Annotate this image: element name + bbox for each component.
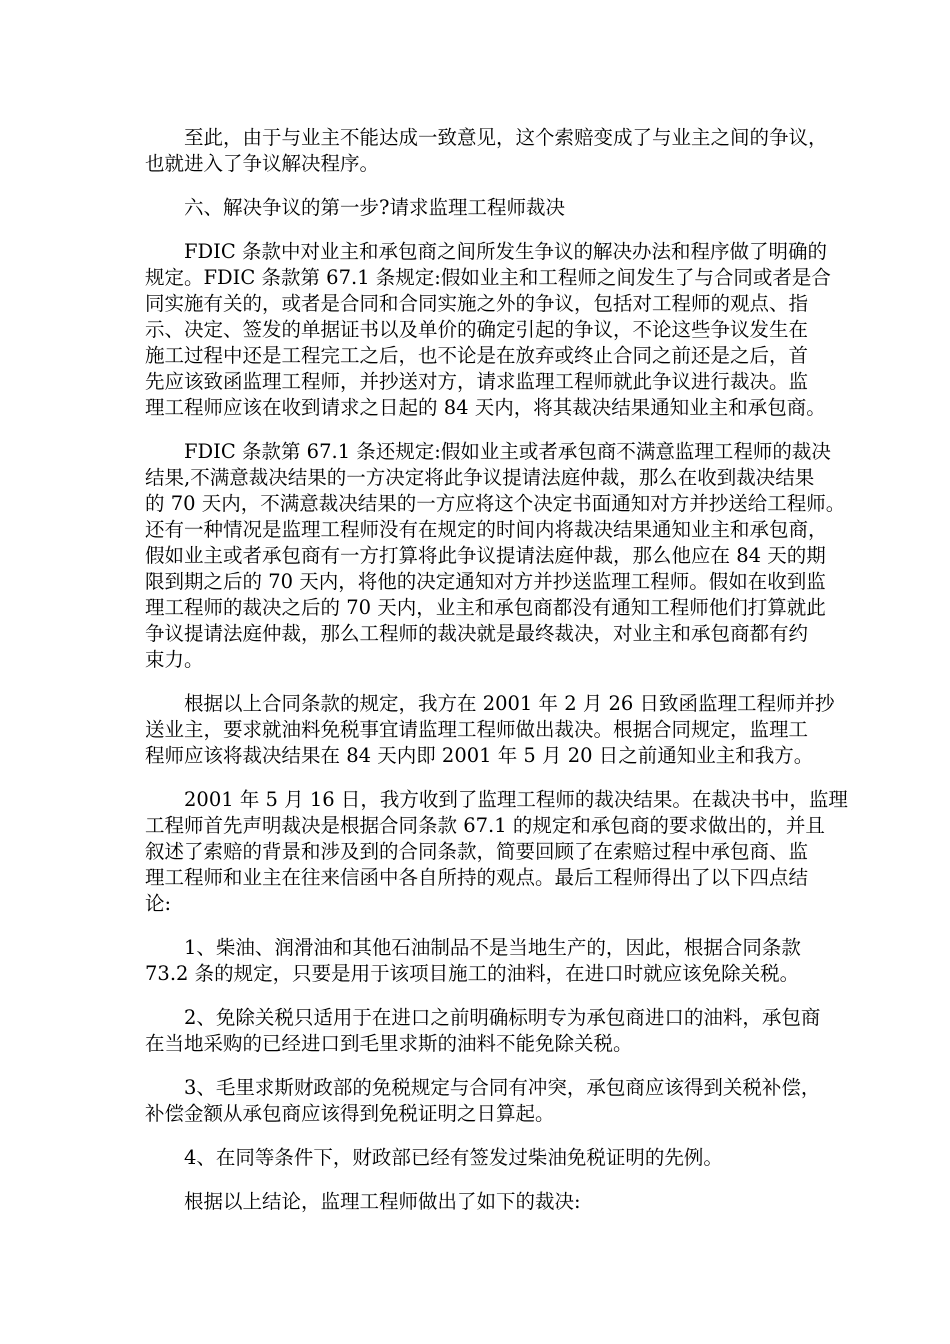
- text-line: 73.2 条的规定，只要是用于该项目施工的油料，在进口时就应该免除关税。: [145, 962, 800, 985]
- text-line: 根据以上结论，监理工程师做出了如下的裁决:: [184, 1190, 581, 1213]
- paragraph: [145, 125, 828, 177]
- paragraph: [145, 787, 848, 917]
- paragraph: [145, 195, 813, 221]
- text-line: 根据以上合同条款的规定，我方在 2001 年 2 月 26 日致函监理工程师并抄: [184, 692, 835, 715]
- text-line: 送业主，要求就油料免税事宜请监理工程师做出裁决。根据合同规定，监理工: [145, 718, 809, 741]
- paragraph: [145, 439, 846, 673]
- text-line: 限到期之后的 70 天内，将他的决定通知对方并抄送监理工程师。假如在收到监: [145, 570, 826, 593]
- text-line: 的 70 天内，不满意裁决结果的一方应将这个决定书面通知对方并抄送给工程师。: [145, 492, 846, 515]
- text-line: 至此，由于与业主不能达成一致意见，这个索赔变成了与业主之间的争议，: [184, 126, 828, 149]
- text-line: 理工程师和业主在往来信函中各自所持的观点。最后工程师得出了以下四点结: [145, 866, 809, 889]
- text-line: 示、决定、签发的单据证书以及单价的确定引起的争议，不论这些争议发生在: [145, 318, 809, 341]
- paragraph: [145, 239, 831, 421]
- text-line: 束力。: [145, 648, 204, 671]
- text-line: FDIC 条款第 67.1 条还规定:假如业主或者承包商不满意监理工程师的裁决: [184, 440, 831, 463]
- text-line: 论:: [145, 892, 172, 915]
- text-line: 结果,不满意裁决结果的一方决定将此争议提请法庭仲裁，那么在收到裁决结果: [145, 466, 815, 489]
- text-line: 4、在同等条件下，财政部已经有签发过柴油免税证明的先例。: [184, 1146, 723, 1169]
- paragraph: [145, 1075, 821, 1127]
- text-line: 也就进入了争议解决程序。: [145, 152, 380, 175]
- paragraph: [145, 935, 813, 987]
- text-line: 2001 年 5 月 16 日，我方收到了监理工程师的裁决结果。在裁决书中，监理: [184, 788, 848, 811]
- paragraph: [145, 1145, 813, 1171]
- text-line: 施工过程中还是工程完工之后，也不论是在放弃或终止合同之前还是之后，首: [145, 344, 809, 367]
- text-line: 假如业主或者承包商有一方打算将此争议提请法庭仲裁，那么他应在 84 天的期: [145, 544, 826, 567]
- text-line: 1、柴油、润滑油和其他石油制品不是当地生产的，因此，根据合同条款: [184, 936, 801, 959]
- text-line: 争议提请法庭仲裁，那么工程师的裁决就是最终裁决，对业主和承包商都有约: [145, 622, 809, 645]
- text-line: 叙述了索赔的背景和涉及到的合同条款，简要回顾了在索赔过程中承包商、监: [145, 840, 809, 863]
- text-line: 理工程师的裁决之后的 70 天内，业主和承包商都没有通知工程师他们打算就此: [145, 596, 826, 619]
- text-line: 3、毛里求斯财政部的免税规定与合同有冲突，承包商应该得到关税补偿，: [184, 1076, 821, 1099]
- text-line: 先应该致函监理工程师，并抄送对方，请求监理工程师就此争议进行裁决。监: [145, 370, 809, 393]
- text-line: 理工程师应该在收到请求之日起的 84 天内，将其裁决结果通知业主和承包商。: [145, 396, 826, 419]
- text-line: 2、免除关税只适用于在进口之前明确标明专为承包商进口的油料，承包商: [184, 1006, 821, 1029]
- paragraph: [145, 1005, 821, 1057]
- paragraph: [145, 691, 835, 769]
- text-line: 在当地采购的已经进口到毛里求斯的油料不能免除关税。: [145, 1032, 633, 1055]
- text-line: 规定。FDIC 条款第 67.1 条规定:假如业主和工程师之间发生了与合同或者是合: [145, 266, 831, 289]
- text-line: 同实施有关的，或者是合同和合同实施之外的争议，包括对工程师的观点、指: [145, 292, 809, 315]
- document-body: [145, 125, 848, 1215]
- text-line: 还有一种情况是监理工程师没有在规定的时间内将裁决结果通知业主和承包商，: [145, 518, 828, 541]
- document-page: [145, 125, 848, 1233]
- text-line: FDIC 条款中对业主和承包商之间所发生争议的解决办法和程序做了明确的: [184, 240, 827, 263]
- text-line: 工程师首先声明裁决是根据合同条款 67.1 的规定和承包商的要求做出的，并且: [145, 814, 825, 837]
- text-line: 六、解决争议的第一步?请求监理工程师裁决: [184, 196, 565, 219]
- paragraph: [145, 1189, 813, 1215]
- text-line: 程师应该将裁决结果在 84 天内即 2001 年 5 月 20 日之前通知业主和我方。: [145, 744, 814, 767]
- text-line: 补偿金额从承包商应该得到免税证明之日算起。: [145, 1102, 555, 1125]
